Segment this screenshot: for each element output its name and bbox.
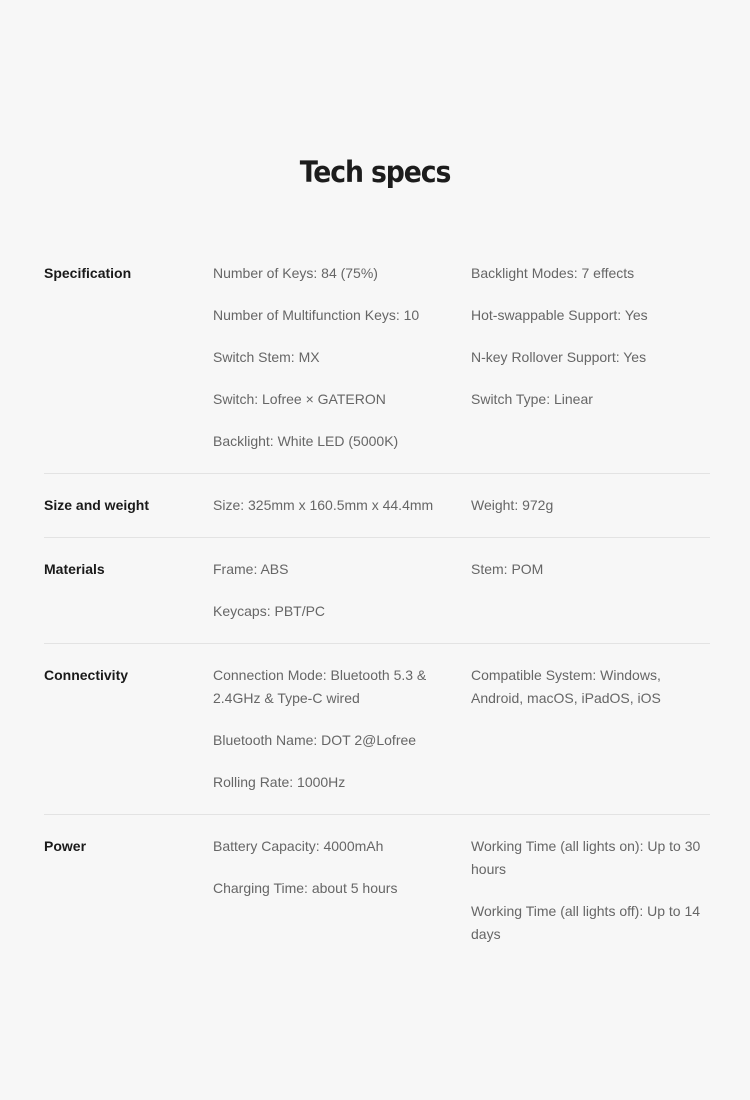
- spec-item: Hot-swappable Support: Yes: [471, 307, 648, 323]
- spec-item: Frame: ABS: [213, 561, 289, 577]
- section-size-and-weight: [44, 474, 710, 538]
- spec-item: Weight: 972g: [471, 497, 554, 513]
- spec-item: Backlight Modes: 7 effects: [471, 265, 635, 281]
- spec-item: Working Time (all lights off): Up to 14 days: [471, 903, 701, 942]
- section-label: Size and weight: [44, 497, 150, 513]
- left-column: [213, 558, 471, 623]
- spec-item: Keycaps: PBT/PC: [213, 603, 326, 619]
- left-column: [213, 262, 471, 453]
- section-label: Materials: [44, 561, 105, 577]
- spec-item: Battery Capacity: 4000mAh: [213, 838, 384, 854]
- specs-table: [44, 262, 710, 966]
- section-label: Connectivity: [44, 667, 129, 683]
- spec-item: Bluetooth Name: DOT 2@Lofree: [213, 732, 417, 748]
- section-label: Specification: [44, 265, 132, 281]
- section-power: [44, 815, 710, 966]
- spec-item: Number of Multifunction Keys: 10: [213, 307, 420, 323]
- spec-item: Stem: POM: [471, 561, 544, 577]
- section-specification: [44, 262, 710, 474]
- spec-item: Rolling Rate: 1000Hz: [213, 774, 346, 790]
- spec-item: Switch: Lofree × GATERON: [213, 391, 386, 407]
- spec-item: Number of Keys: 84 (75%): [213, 265, 378, 281]
- spec-item: Backlight: White LED (5000K): [213, 433, 399, 449]
- right-column: [471, 835, 710, 946]
- spec-item: Compatible System: Windows, Android, macOS, iPadOS, iOS: [471, 667, 661, 706]
- spec-item: Switch Type: Linear: [471, 391, 593, 407]
- right-column: [471, 494, 710, 517]
- spec-item: N-key Rollover Support: Yes: [471, 349, 647, 365]
- spec-item: Charging Time: about 5 hours: [213, 880, 398, 896]
- right-column: [471, 558, 710, 623]
- section-materials: [44, 538, 710, 644]
- section-connectivity: [44, 644, 710, 815]
- page-title: Tech specs: [299, 155, 451, 189]
- left-column: [213, 494, 471, 517]
- spec-item: Size: 325mm x 160.5mm x 44.4mm: [213, 497, 434, 513]
- spec-item: Working Time (all lights on): Up to 30 hours: [471, 838, 701, 877]
- right-column: [471, 664, 710, 794]
- spec-item: Connection Mode: Bluetooth 5.3 & 2.4GHz & Type-C wired: [213, 667, 427, 706]
- section-label: Power: [44, 838, 87, 854]
- left-column: [213, 835, 471, 946]
- right-column: [471, 262, 710, 453]
- spec-item: Switch Stem: MX: [213, 349, 320, 365]
- left-column: [213, 664, 471, 794]
